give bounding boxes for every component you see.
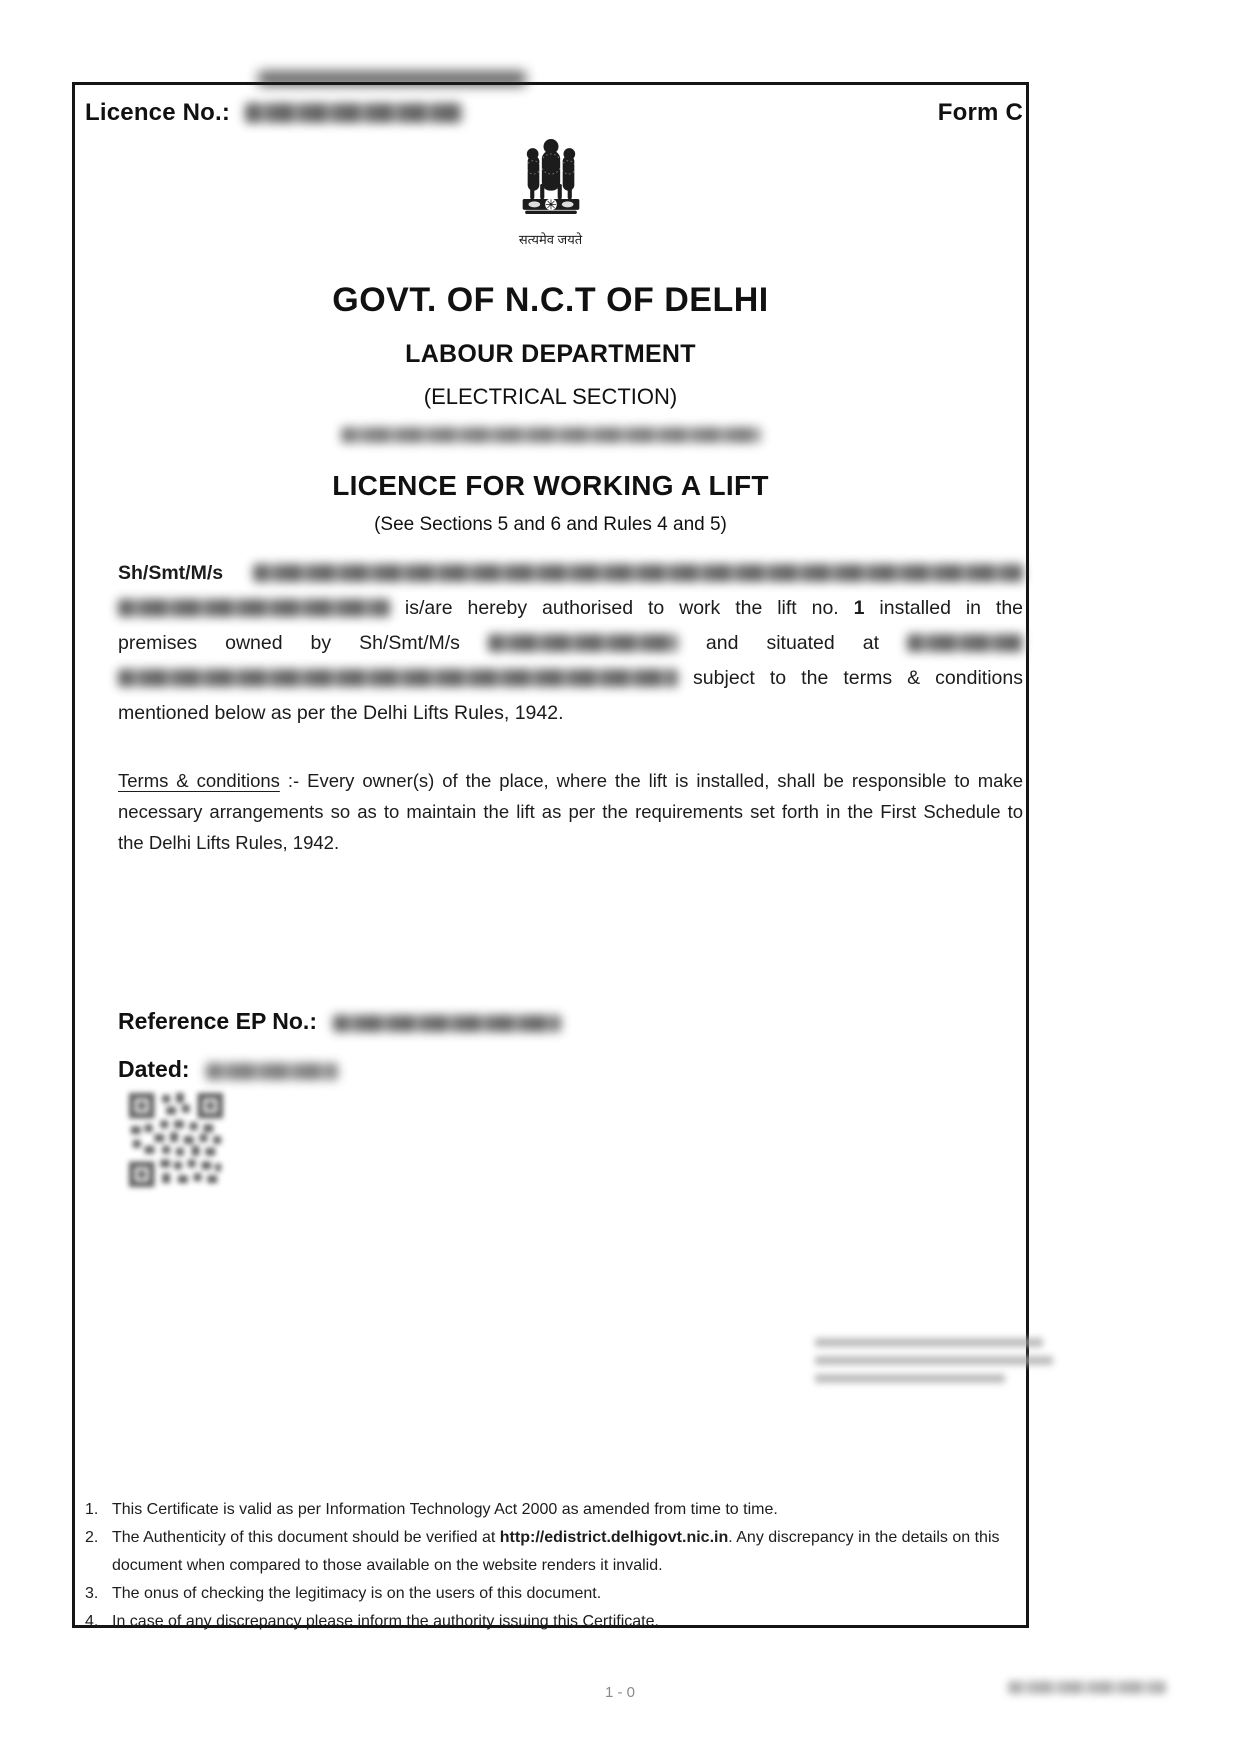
digital-signature-redacted xyxy=(815,1338,1055,1392)
qr-code xyxy=(127,1090,225,1195)
signature-line-redacted xyxy=(815,1374,1005,1383)
dated-redacted xyxy=(206,1063,338,1080)
body-line-3: premises owned by Sh/Smt/M/s and situated at xyxy=(118,626,1023,661)
terms-line-2: necessary arrangements so as to maintain the lift as per the requirements set forth in the First Schedule to xyxy=(118,801,1023,822)
note-item-2: 2. The Authenticity of this document should be verified at http://edistrict.delhigovt.nic.in. Any discrepancy in the details on this document when compared to those available on the website renders it invalid. xyxy=(85,1529,1000,1574)
terms-paragraph xyxy=(118,765,1023,858)
lift-number: 1 xyxy=(853,597,865,619)
footer-notes xyxy=(85,1496,1023,1636)
premises-owner-redacted xyxy=(488,634,678,652)
emblem-caption: सत्यमेव जयते xyxy=(518,232,583,247)
note-item-3: 3. The onus of checking the legitimacy is on the users of this document. xyxy=(85,1585,602,1602)
body-line-2: is/are hereby authorised to work the lift no. 1 installed in the xyxy=(118,591,1023,626)
body-line-1 xyxy=(118,556,1023,591)
verification-url: http://edistrict.delhigovt.nic.in xyxy=(499,1529,729,1546)
doc-subtitle: (See Sections 5 and 6 and Rules 4 and 5) xyxy=(374,514,727,535)
district-line xyxy=(75,427,1026,445)
qr-code-icon xyxy=(127,1090,225,1190)
authorisation-paragraph xyxy=(118,556,1023,731)
dept-title: LABOUR DEPARTMENT xyxy=(405,340,696,368)
emblem-of-india xyxy=(75,134,1026,248)
licence-no-redacted xyxy=(245,103,463,123)
section-title: (ELECTRICAL SECTION) xyxy=(423,384,678,409)
terms-lead: Terms & conditions xyxy=(118,770,280,791)
top-edge-redacted xyxy=(258,71,526,86)
page-indicator: 1 - 0 xyxy=(604,1684,635,1701)
doc-title: LICENCE FOR WORKING A LIFT xyxy=(332,470,769,501)
org-title: GOVT. OF N.C.T OF DELHI xyxy=(332,281,769,319)
lion-capital-icon xyxy=(501,134,601,224)
salutation: Sh/Smt/M/s xyxy=(118,562,224,584)
premises-address-redacted-a xyxy=(907,634,1023,652)
premises-address-redacted-b xyxy=(118,669,678,687)
note-item-4: 4. In case of any discrepancy please inform the authority issuing this Certificate. xyxy=(85,1613,659,1630)
note-item-1: 1. This Certificate is valid as per Information Technology Act 2000 as amended from time to time. xyxy=(85,1501,778,1518)
owner-name-redacted xyxy=(253,564,1023,582)
reference-ep-field: Reference EP No.: xyxy=(118,1008,561,1035)
district-redacted xyxy=(341,427,761,443)
owner-address-redacted xyxy=(118,599,390,617)
timestamp-redacted xyxy=(1008,1681,1166,1694)
dated-field: Dated: xyxy=(118,1056,338,1083)
signature-line-redacted xyxy=(815,1356,1053,1365)
terms-line-1: Terms & conditions :- Every owner(s) of the place, where the lift is installed, shall be responsible to make xyxy=(118,770,1024,791)
reference-ep-redacted xyxy=(333,1015,561,1032)
form-label: Form C xyxy=(937,99,1023,126)
terms-line-3: the Delhi Lifts Rules, 1942. xyxy=(118,832,340,853)
licence-no-label: Licence No.: xyxy=(85,99,463,127)
body-line-5: mentioned below as per the Delhi Lifts Rules, 1942. xyxy=(118,702,564,724)
body-line-4: subject to the terms & conditions xyxy=(118,661,1023,696)
signature-line-redacted xyxy=(815,1338,1043,1347)
